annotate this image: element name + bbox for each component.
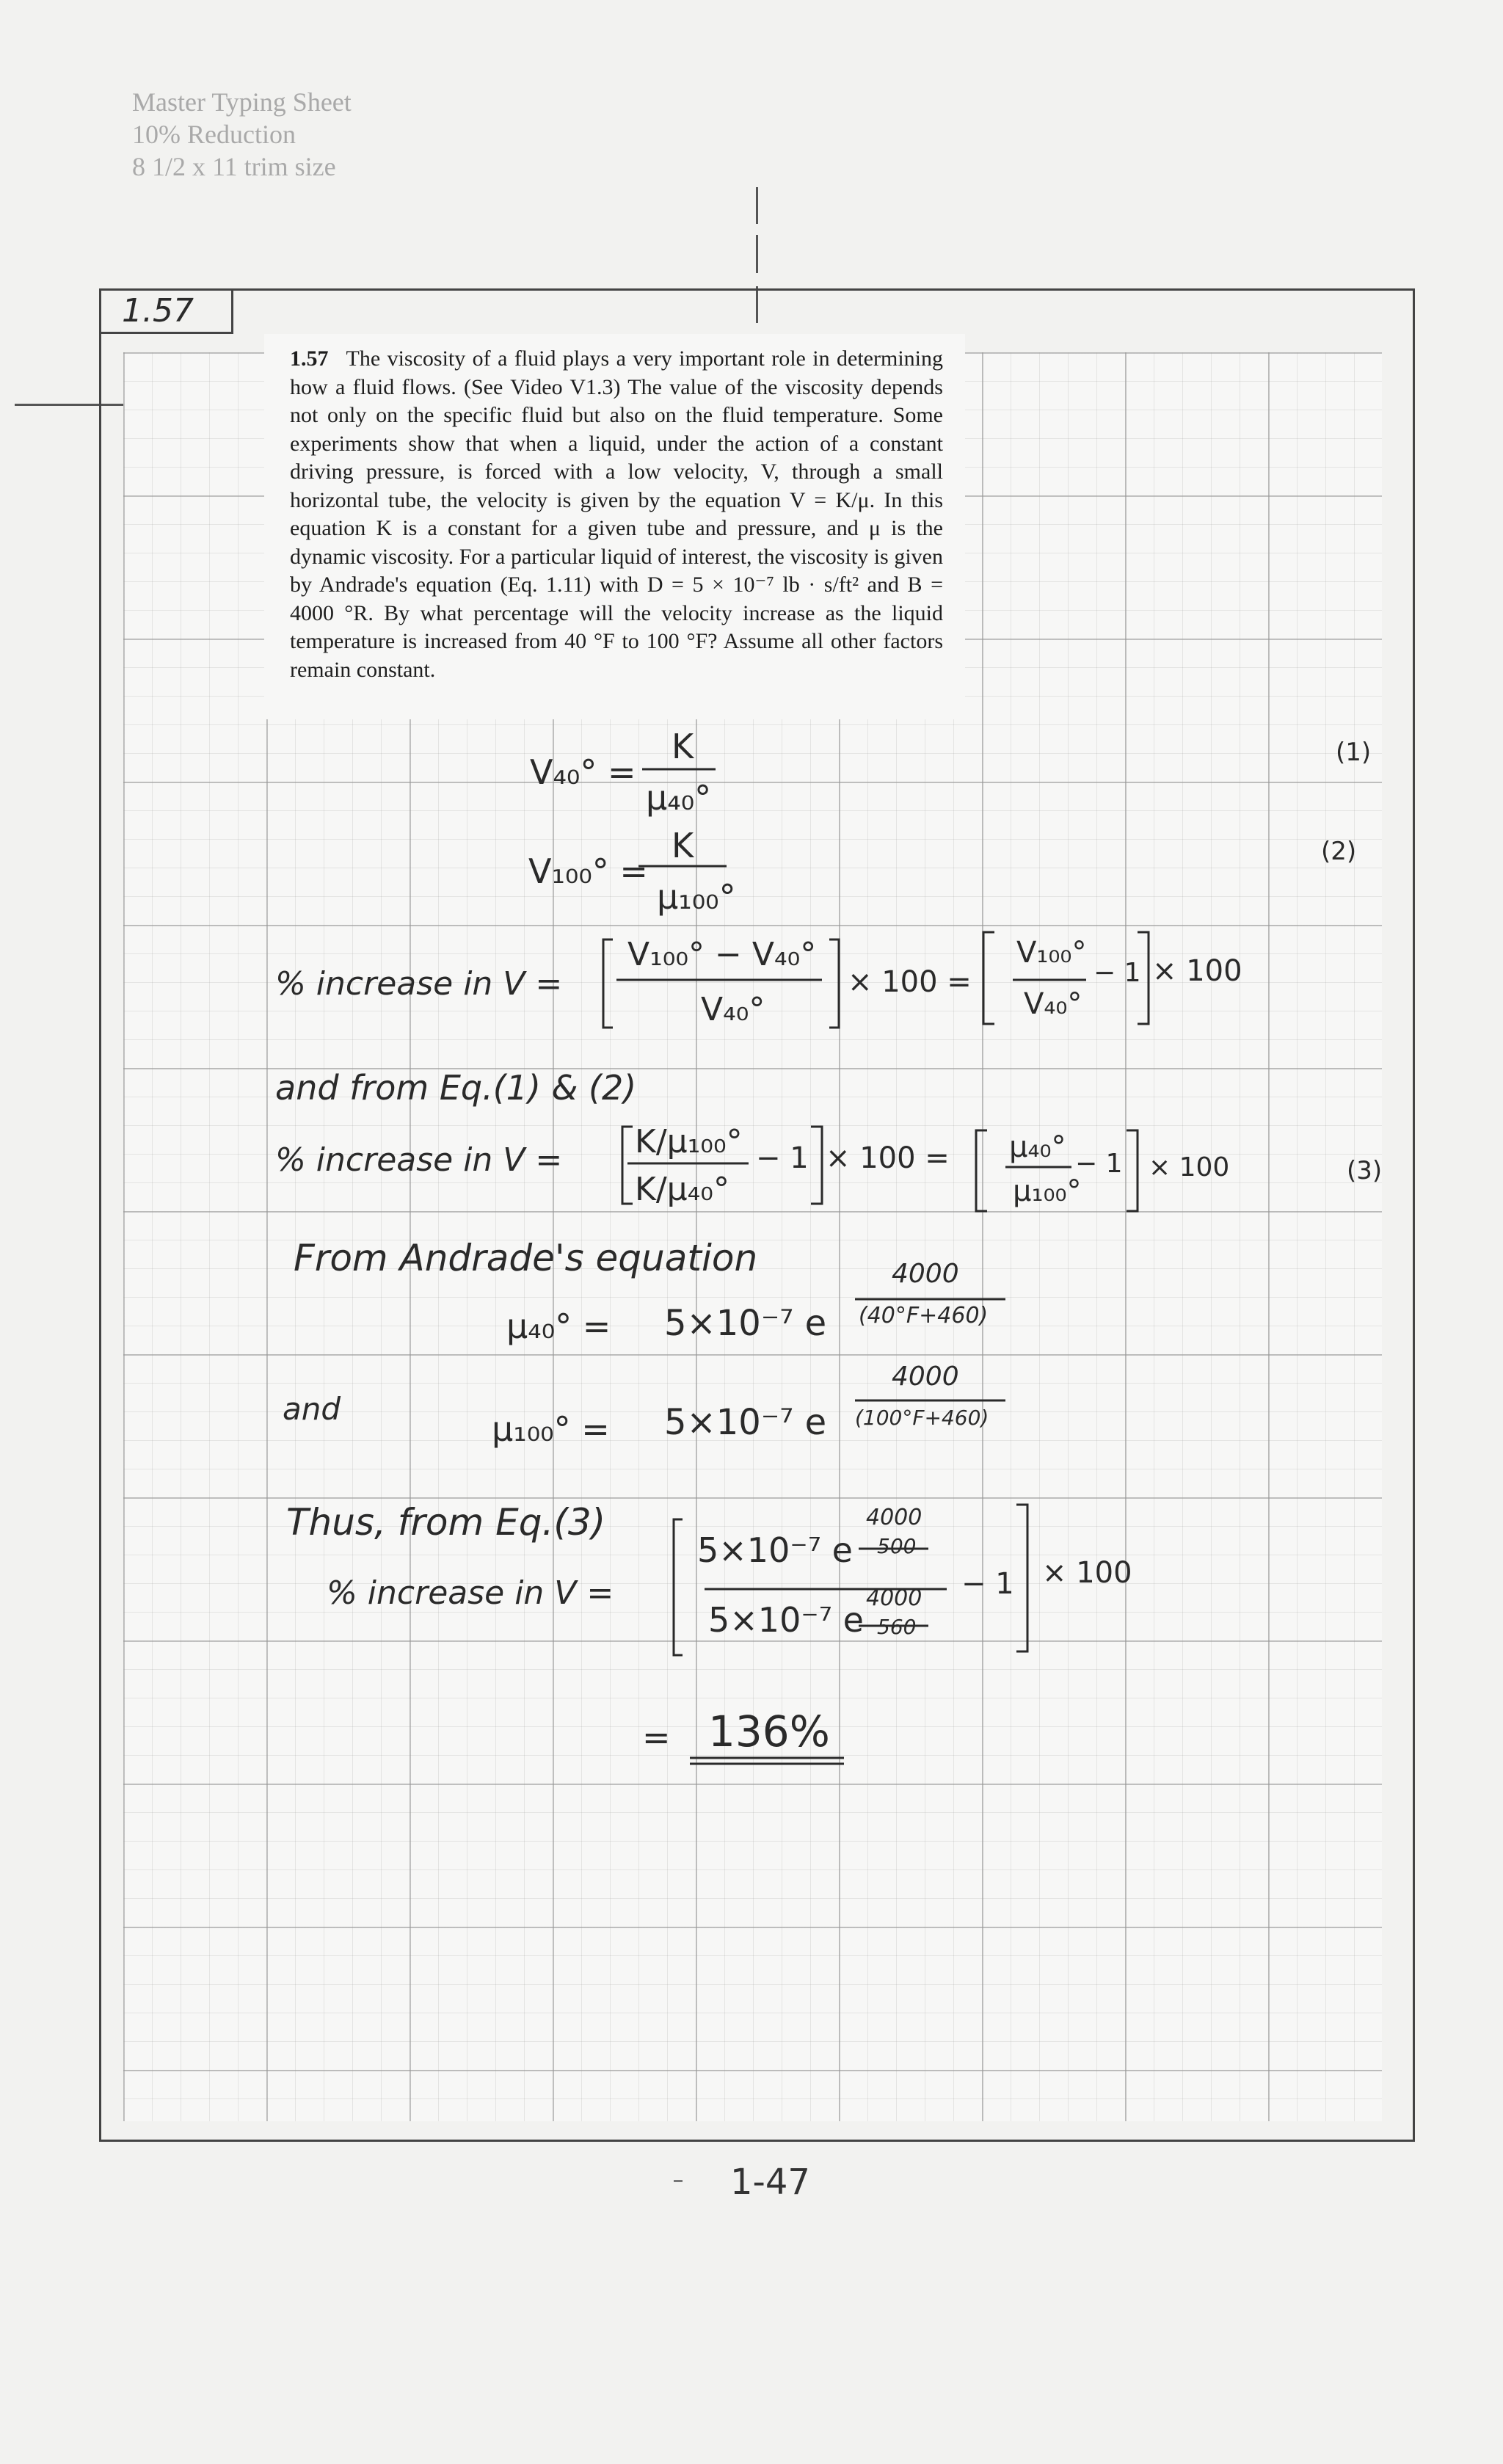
header-line-3: 8 1/2 x 11 trim size xyxy=(132,152,336,181)
from-andrade-heading: From Andrade's equation xyxy=(294,1237,758,1279)
eq1-denominator: μ₄₀° xyxy=(646,778,712,818)
times-100: × 100 = xyxy=(848,965,972,999)
pct-label: % increase in V = xyxy=(275,965,563,1003)
final-num-exp-n: 4000 xyxy=(866,1505,922,1530)
final-numerator: 5×10⁻⁷ e xyxy=(697,1530,853,1570)
result-value: 136% xyxy=(708,1707,830,1756)
mu100-exp-num: 4000 xyxy=(892,1362,959,1392)
mu100-lhs: μ₁₀₀° = xyxy=(492,1409,610,1449)
eq1-numerator: K xyxy=(672,727,694,766)
problem-label: 1.57 xyxy=(122,292,194,330)
eq1-tag: (1) xyxy=(1336,738,1372,767)
bracket-right xyxy=(811,1127,822,1204)
header-line-1: Master Typing Sheet xyxy=(132,87,352,117)
final-num-exp-d: 500 xyxy=(877,1534,917,1558)
final-denominator: 5×10⁻⁷ e xyxy=(708,1600,864,1640)
bracket-right xyxy=(1016,1505,1027,1651)
bracket-left xyxy=(603,940,613,1028)
eq2-denominator: μ₁₀₀° xyxy=(657,877,736,917)
final-minus-one: − 1 xyxy=(961,1567,1014,1601)
pct-label-2: % increase in V = xyxy=(275,1141,563,1179)
bracket-right xyxy=(1127,1130,1138,1211)
bracket-left xyxy=(674,1519,683,1655)
bracket-left xyxy=(976,1130,987,1211)
ratio-numerator: V₁₀₀° xyxy=(1016,936,1087,970)
times-100-end: × 100 xyxy=(1152,954,1242,988)
pct-label-3: % increase in V = xyxy=(327,1574,614,1612)
bracket-left xyxy=(983,932,994,1024)
pct-denominator: V₄₀° xyxy=(701,991,765,1028)
final-den-exp-n: 4000 xyxy=(866,1585,922,1611)
mu40-exp-num: 4000 xyxy=(892,1259,959,1289)
problem-number: 1.57 xyxy=(290,346,329,371)
mu-numerator: μ₄₀° xyxy=(1009,1130,1066,1164)
k-denominator: K/μ₄₀° xyxy=(635,1171,729,1208)
times-100-3: × 100 xyxy=(1149,1152,1230,1182)
result-equals: = xyxy=(642,1718,671,1757)
thus-from-eq3: Thus, from Eq.(3) xyxy=(286,1501,606,1544)
final-den-exp-d: 560 xyxy=(877,1615,917,1639)
and-word: and xyxy=(283,1391,341,1427)
bracket-left xyxy=(622,1127,633,1204)
eq2-numerator: K xyxy=(672,826,694,865)
minus-one-3: − 1 xyxy=(1075,1149,1123,1179)
minus-one-2: − 1 xyxy=(756,1141,809,1175)
problem-text: The viscosity of a fluid plays a very important role in determining how a fluid flows. (See Video V1.3) The value of the viscosity depends not only on the specific fluid but also on the fluid temperature. Some experiments show that when a liquid, under the action of a constant driving pressure, is forced with a low velocity, V, through a small horizontal tube, the velocity is given by the equation V = K/μ. In this equation K is a constant for a given tube and pressure, and μ is the dynamic viscosity. For a particular liquid of interest, the viscosity is given by Andrade's equation (Eq. 1.11) with D = 5 × 10⁻⁷ lb · s/ft² and B = 4000 °R. By what percentage will the velocity increase as the liquid temperature is increased from 40 °F to 100 °F? Assume all other factors remain constant. xyxy=(290,346,943,682)
k-numerator: K/μ₁₀₀° xyxy=(635,1123,743,1160)
mu-denominator: μ₁₀₀° xyxy=(1013,1174,1082,1208)
ratio-denominator: V₄₀° xyxy=(1024,987,1082,1021)
eq2-lhs: V₁₀₀° = xyxy=(528,851,648,891)
eq1-lhs: V₄₀° = xyxy=(530,752,636,792)
eq3-tag: (3) xyxy=(1347,1156,1383,1185)
eq2-tag: (2) xyxy=(1321,837,1357,866)
bracket-right xyxy=(829,940,839,1028)
mu40-exp-den: (40°F+460) xyxy=(859,1303,989,1329)
mu100-exp-den: (100°F+460) xyxy=(855,1406,989,1430)
times-100-2: × 100 = xyxy=(826,1141,950,1175)
pct-numerator: V₁₀₀° − V₄₀° xyxy=(627,936,817,973)
mu40-rhs: 5×10⁻⁷ e xyxy=(664,1303,827,1344)
minus-one: − 1 xyxy=(1093,958,1141,988)
and-from-text: and from Eq.(1) & (2) xyxy=(275,1068,637,1108)
final-times-100: × 100 xyxy=(1042,1556,1132,1590)
footer-dash xyxy=(674,2180,683,2182)
mu100-rhs: 5×10⁻⁷ e xyxy=(664,1402,827,1443)
mu40-lhs: μ₄₀° = xyxy=(506,1306,611,1346)
header-line-2: 10% Reduction xyxy=(132,120,296,149)
page-number: 1-47 xyxy=(730,2162,810,2203)
